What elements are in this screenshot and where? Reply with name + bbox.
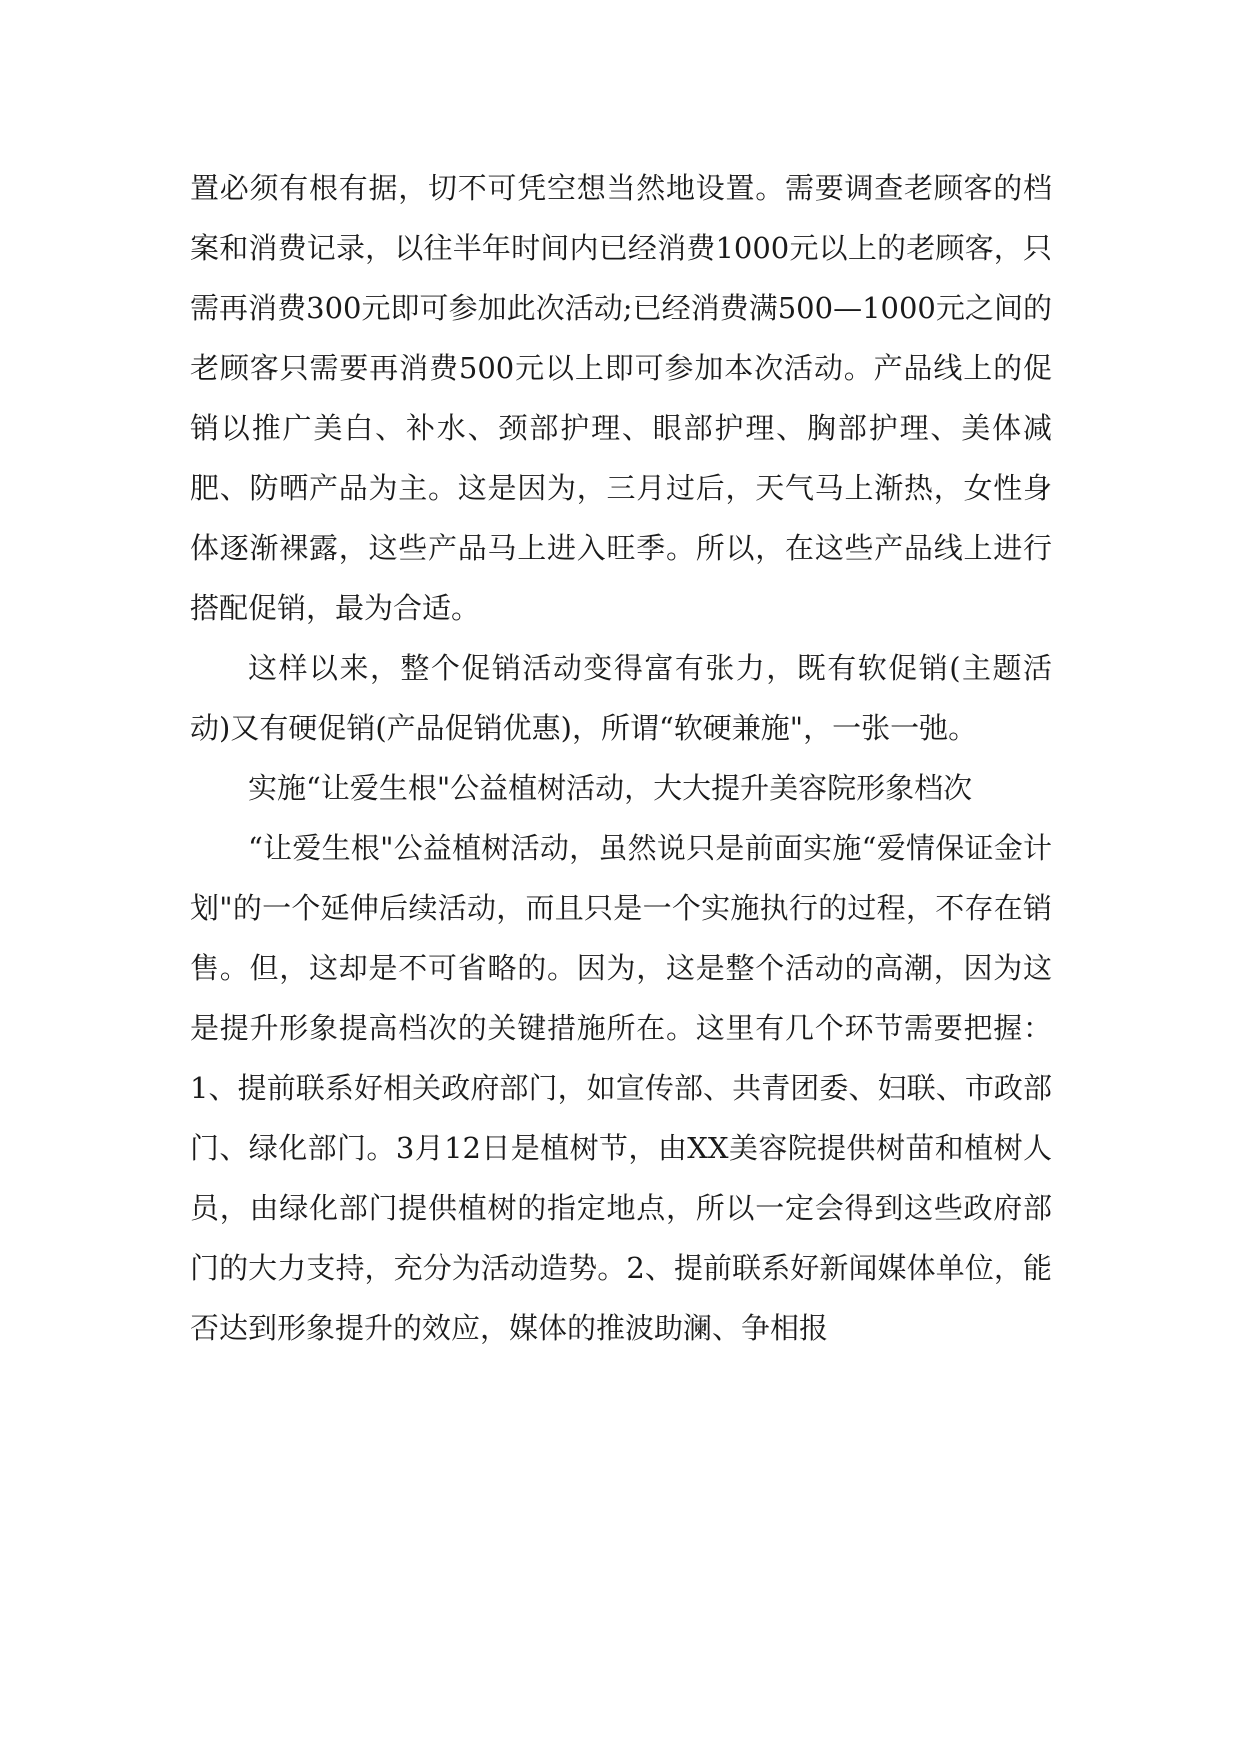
paragraph-3-heading: 实施“让爱生根"公益植树活动，大大提升美容院形象档次	[248, 771, 973, 805]
document-body	[190, 158, 1052, 1358]
paragraph-1: 置必须有根有据，切不可凭空想当然地设置。需要调查老顾客的档案和消费记录，以往半年时间内已经消费1000元以上的老顾客，只需再消费300元即可参加此次活动;已经消费满500—1000元之间的老顾客只需要再消费500元以上即可参加本次活动。产品线上的促销以推广美白、补水、颈部护理、眼部护理、胸部护理、美体减肥、防晒产品为主。这是因为，三月过后，天气马上渐热，女性身体逐渐裸露，这些产品马上进入旺季。所以，在这些产品线上进行搭配促销，最为合适。	[190, 171, 1052, 625]
paragraph-4: “让爱生根"公益植树活动，虽然说只是前面实施“爱情保证金计划"的一个延伸后续活动，而且只是一个实施执行的过程，不存在销售。但，这却是不可省略的。因为，这是整个活动的高潮，因为这是提升形象提高档次的关键措施所在。这里有几个环节需要把握：1、提前联系好相关政府部门，如宣传部、共青团委、妇联、市政部门、绿化部门。3月12日是植树节，由XX美容院提供树苗和植树人员，由绿化部门提供植树的指定地点，所以一定会得到这些政府部门的大力支持，充分为活动造势。2、提前联系好新闻媒体单位，能否达到形象提升的效应，媒体的推波助澜、争相报	[190, 831, 1052, 1345]
paragraph-2: 这样以来，整个促销活动变得富有张力，既有软促销(主题活动)又有硬促销(产品促销优惠)，所谓“软硬兼施"，一张一弛。	[190, 651, 1052, 745]
